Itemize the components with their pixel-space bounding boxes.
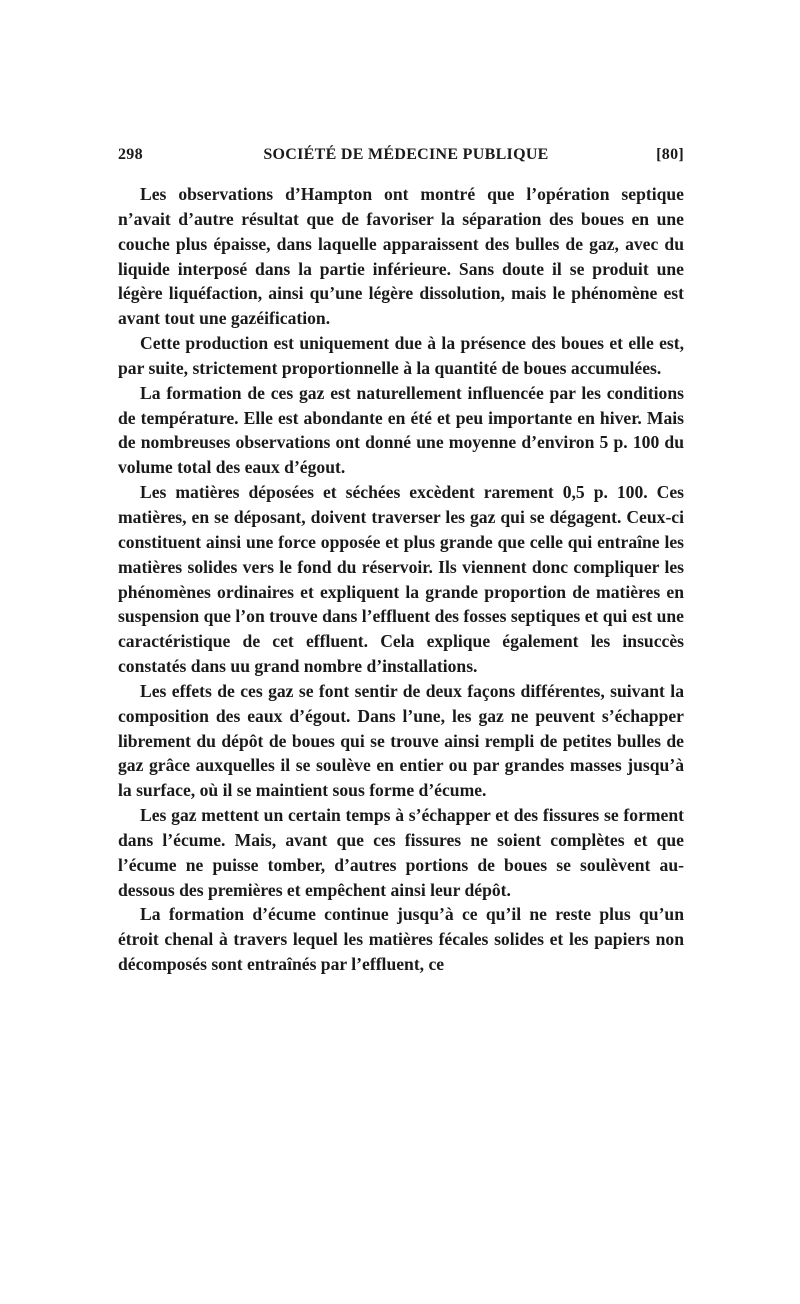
page-number: 298 xyxy=(118,146,143,163)
paragraph: Les effets de ces gaz se font sentir de deux façons différentes, suivant la composition des eaux d’égout. Dans l’une, les gaz ne peuvent s’échapper librement du dépôt de boues qui se trouve ainsi rempli de petites bulles de gaz grâce auxquelles il se soulève en entier ou par grandes masses jusqu’à la surface, où il se maintient sous forme d’écume. xyxy=(118,680,684,801)
paragraph: La formation de ces gaz est naturellement influencée par les conditions de température. Elle est abondante en été et peu importante en hiver. Mais de nombreuses observations ont donné une moyenne d’environ 5 p. 100 du volume total des eaux d’égout. xyxy=(118,382,684,478)
paragraph: Cette production est uniquement due à la présence des boues et elle est, par suite, strictement proportionnelle à la quantité de boues accumulées. xyxy=(118,333,684,378)
page-header xyxy=(118,146,684,170)
paragraph: Les observations d’Hampton ont montré que l’opération septique n’avait d’autre résultat que de favoriser la séparation des boues en une couche plus épaisse, dans laquelle apparaissent des bulles de gaz, avec du liquide interposé dans la partie inférieure. Sans doute il se produit une légère liquéfaction, ainsi qu’une légère dissolution, mais le phénomène est avant tout une gazéification. xyxy=(118,184,684,329)
paragraph: Les matières déposées et séchées excèdent rarement 0,5 p. 100. Ces matières, en se déposant, doivent traverser les gaz qui se dégagent. Ceux-ci constituent ainsi une force opposée et plus grande que celle qui entraîne les matières solides vers le fond du réservoir. Ils viennent donc compliquer les phénomènes ordinaires et expliquent la grande proportion de matières en suspension que l’on trouve dans l’effluent des fosses septiques et qui est une caractéristique de cet effluent. Cela explique également les insuccès constatés dans uu grand nombre d’installations. xyxy=(118,482,684,677)
paragraph: La formation d’écume continue jusqu’à ce qu’il ne reste plus qu’un étroit chenal à travers lequel les matières fécales solides et les papiers non décomposés sont entraînés par l’effluent, ce xyxy=(118,904,684,975)
paragraph: Les gaz mettent un certain temps à s’échapper et des fissures se forment dans l’écume. Mais, avant que ces fissures ne soient complètes et que l’écume ne puisse tomber, d’autres portions de boues se soulèvent au-dessous des premières et empêchent ainsi leur dépôt. xyxy=(118,805,684,900)
body-text xyxy=(118,182,684,977)
running-title: SOCIÉTÉ DE MÉDECINE PUBLIQUE xyxy=(263,146,549,163)
section-reference: [80] xyxy=(656,146,684,163)
